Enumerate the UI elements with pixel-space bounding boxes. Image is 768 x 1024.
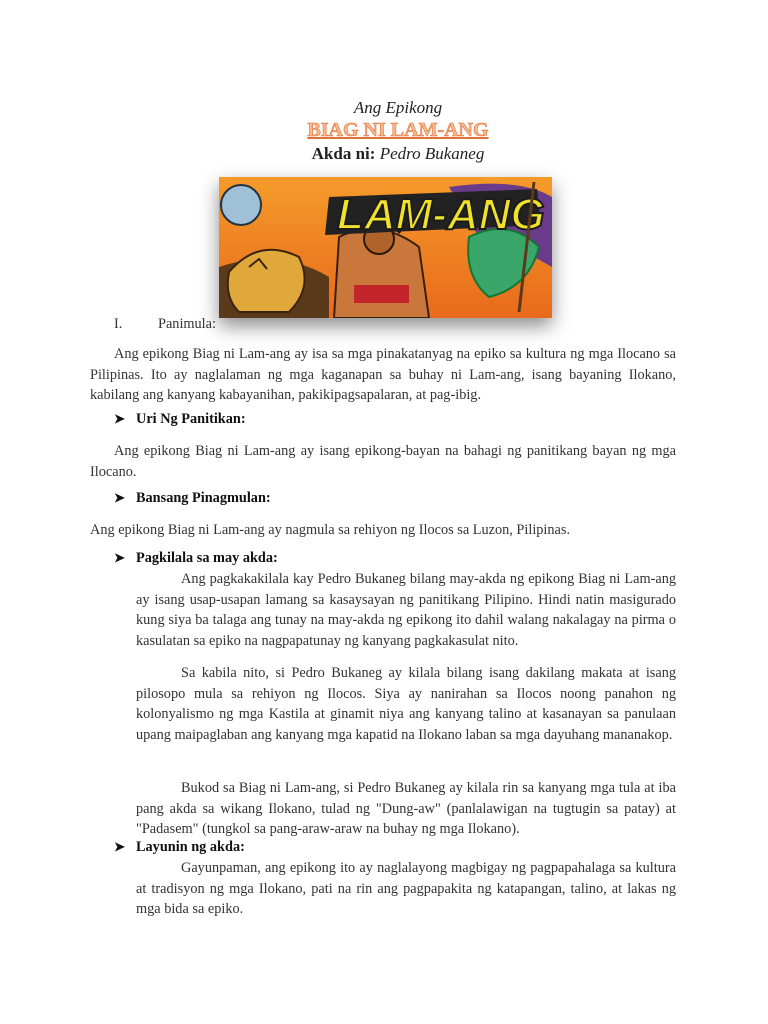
bansang-paragraph: Ang epikong Biag ni Lam-ang ay nagmula sa rehiyon ng Ilocos sa Luzon, Pilipinas. (90, 522, 571, 538)
banner-title-text: LAM-ANG (337, 190, 545, 239)
author-label: Akda ni: (311, 144, 376, 163)
author-line (0, 144, 768, 164)
heading-layunin: ➤ Layunin ng akda: (114, 839, 245, 855)
arrow-bullet-icon: ➤ (114, 411, 125, 426)
heading-pagkilala: ➤ Pagkilala sa may akda: (114, 550, 278, 566)
document-subtitle: Ang Epikong (353, 98, 443, 117)
layunin-paragraph: Gayunpaman, ang epikong ito ay naglalayong magbigay ng pagpapahalaga sa kultura at tradisyon ng mga Ilokano, pati na rin ang pagpapakita ng katapangan, talino, at lakas ng mga bida sa epiko. (136, 860, 676, 917)
document-title-wordart: BIAG NI LAM-ANG (307, 119, 489, 141)
section-title-panimula: Panimula: (158, 316, 216, 332)
author-name: Pedro Bukaneg (379, 144, 485, 163)
intro-paragraph: Ang epikong Biag ni Lam-ang ay isa sa mga pinakatanyag na epiko sa kultura ng mga Ilocano sa Pilipinas. Ito ay naglalaman ng mga kaganapan sa buhay ni Lam-ang, isang bayaning Ilokano, kabilang ang kanyang kabayanihan, pakikipagsapalaran, at pag-ibig. (90, 346, 676, 403)
uri-paragraph: Ang epikong Biag ni Lam-ang ay isang epikong-bayan na bahagi ng panitikang bayan ng mga Ilocano. (90, 443, 676, 480)
lam-ang-banner-image (219, 177, 552, 318)
pagkilala-paragraph-1: Ang pagkakakilala kay Pedro Bukaneg bilang may-akda ng epikong Biag ni Lam-ang ay isang usap-usapan lamang sa kasaysayan ng panitikang Pilipino. Hindi natin masigurado kung siya ba talaga ang tunay na may-akda ng epikong ito dahil walang nakalagay na pirma o kasulatan sa epiko na nagpapatunay ng kanyang pagkakasulat nito. (136, 571, 676, 649)
heading-uri-ng-panitikan: ➤ Uri Ng Panitikan: (114, 411, 246, 427)
section-numeral: I. (114, 316, 123, 332)
arrow-bullet-icon: ➤ (114, 550, 125, 565)
heading-bansang-pinagmulan: ➤ Bansang Pinagmulan: (114, 490, 271, 506)
pagkilala-paragraph-2: Sa kabila nito, si Pedro Bukaneg ay kilala bilang isang dakilang makata at isang pilosopo mula sa rehiyon ng Ilocos. Siya ay nanirahan sa Ilocos noong panahon ng kolonyalismo ng mga Kastila at ginamit niya ang kanyang talino at kasanayan sa panulaan upang maipaglaban ang kanyang mga kapatid na Ilokano laban sa mga dayuhang mananakop. (136, 665, 676, 743)
arrow-bullet-icon: ➤ (114, 839, 125, 854)
arrow-bullet-icon: ➤ (114, 490, 125, 505)
pagkilala-paragraph-3: Bukod sa Biag ni Lam-ang, si Pedro Bukaneg ay kilala rin sa kanyang mga tula at iba pang akda sa wikang Ilokano, tulad ng "Dung-aw" (panlalawigan na tugtugin sa patay) at "Padasem" (tungkol sa pang-araw-araw na buhay ng mga Ilokano). (136, 780, 676, 837)
